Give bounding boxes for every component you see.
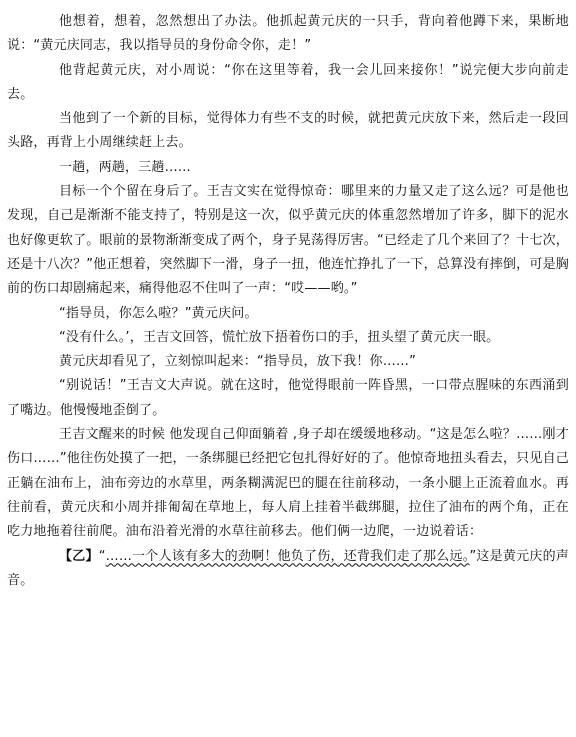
paragraph-7: “没有什么。’，王吉文回答，慌忙放下捂着伤口的手，扭头望了黄元庆一眼。 [59, 329, 500, 345]
paragraph-3: 当他到了一个新的目标，觉得体力有些不支的时候，就把黄元庆放下来，然后走一段回头路，再背上小周继续赶上去。 [7, 111, 569, 151]
paragraph-4: 一趟，两趟，三趟…… [59, 159, 192, 175]
paragraph-11 [7, 545, 569, 594]
section-label-yi: 【乙】 [59, 548, 99, 564]
open-quote: “ [98, 548, 106, 564]
closing-text: ”这是黄元庆的声音。 [7, 548, 569, 588]
paragraph-2: 他背起黄元庆，对小周说：“你在这里等着，我一会儿回来接你！”说完便大步向前走去。 [7, 62, 569, 102]
paragraph-5: 目标一个个留在身后了。王吉文实在觉得惊奇：哪里来的力量又走了这么远？可是他也发现，自己是渐渐不能支持了，特别是这一次，似乎黄元庆的体重忽然增加了许多，脚下的泥水也好像更软了。眼前的景物渐渐变成了两个，身子晃荡得厉害。“已经走了几个来回了？十七次，还是十八次？”他正想着，突然脚下一滑，身子一扭，他连忙挣扎了一下，总算没有摔倒，可是胸前的伤口却剧痛起来，痛得他忍不住叫了一声：“哎——哟。” [7, 184, 569, 297]
wavy-underlined-sentence: ……一个人该有多大的劲啊！他负了伤，还背我们走了那么远。 [105, 548, 470, 564]
document-body [7, 10, 569, 593]
paragraph-9: “别说话！”王吉文大声说。就在这时，他觉得眼前一阵昏黑，一口带点腥味的东西涌到了嘴边。他慢慢地歪倒了。 [7, 378, 569, 418]
paragraph-10: 王吉文醒来的时候 他发现自己仰面躺着 ,身子却在缓缓地移动。“这是怎么啦？……刚才伤口……”他往伤处摸了一把，一条绑腿已经把它包扎得好好的了。他惊奇地扭头看去，只见自己正躺在油布上，油布旁边的水草里，两条糊满泥巴的腿在往前移动，一条小腿上正流着血水。再往前看，黄元庆和小周并排匍匐在草地上，每人肩上挂着半截绑腿，拉住了油布的两个角，正在吃力地拖着往前爬。油布沿着光滑的水草往前移去。他们俩一边爬，一边说着话： [7, 427, 569, 540]
paragraph-8: 黄元庆却看见了，立刻惊叫起来：“指导员，放下我！你……” [59, 354, 417, 370]
paragraph-1: 他想着，想着，忽然想出了办法。他抓起黄元庆的一只手，背向着他蹲下来，果断地说：“黄元庆同志，我以指导员的身份命令你，走！” [7, 14, 569, 54]
paragraph-6: “指导员，你怎么啦？”黄元庆问。 [59, 305, 258, 321]
